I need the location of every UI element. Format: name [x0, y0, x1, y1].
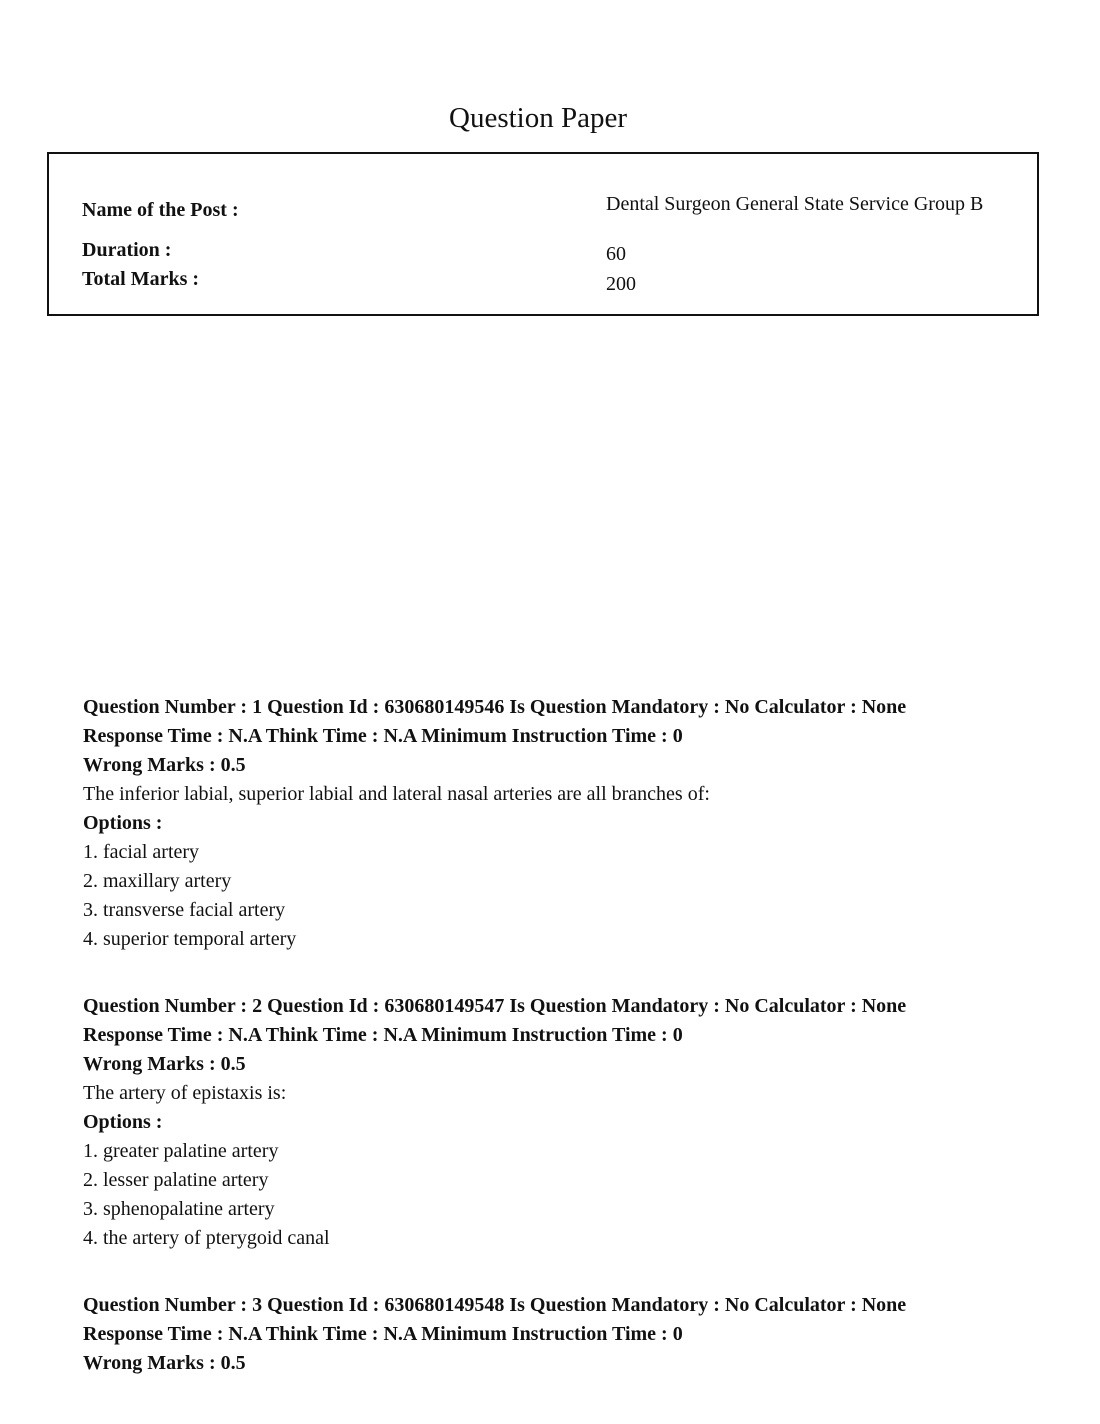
post-info-box: [47, 152, 1039, 316]
question-meta-line: Question Number : 2 Question Id : 630680149547 Is Question Mandatory : No Calculator : None: [83, 995, 907, 1017]
question-meta-line: Question Number : 3 Question Id : 630680149548 Is Question Mandatory : No Calculator : None: [83, 1294, 907, 1316]
wrong-marks: Wrong Marks : 0.5: [83, 754, 246, 776]
question-timing-line: Response Time : N.A Think Time : N.A Minimum Instruction Time : 0: [83, 725, 683, 747]
option-item: 3. sphenopalatine artery: [83, 1198, 275, 1220]
options-label: Options :: [83, 812, 163, 834]
question-text: The artery of epistaxis is:: [83, 1082, 287, 1104]
question-timing-line: Response Time : N.A Think Time : N.A Minimum Instruction Time : 0: [83, 1024, 683, 1046]
option-item: 3. transverse facial artery: [83, 899, 286, 921]
option-item: 1. facial artery: [83, 841, 200, 863]
question-block-1: [83, 693, 1043, 954]
post-name-label: Name of the Post :: [82, 199, 239, 221]
question-timing-line: Response Time : N.A Think Time : N.A Minimum Instruction Time : 0: [83, 1323, 683, 1345]
options-label: Options :: [83, 1111, 163, 1133]
question-text: The inferior labial, superior labial and lateral nasal arteries are all branches of:: [83, 783, 710, 805]
question-block-3: [83, 1291, 1043, 1378]
option-item: 1. greater palatine artery: [83, 1140, 279, 1162]
duration-value: 60: [606, 243, 626, 265]
post-name-value: Dental Surgeon General State Service Group B: [606, 193, 984, 215]
option-item: 4. superior temporal artery: [83, 928, 297, 950]
duration-label: Duration :: [82, 239, 172, 261]
total-marks-label: Total Marks :: [82, 268, 200, 290]
option-item: 2. maxillary artery: [83, 870, 232, 892]
option-item: 4. the artery of pterygoid canal: [83, 1227, 330, 1249]
question-block-2: [83, 992, 1043, 1253]
wrong-marks: Wrong Marks : 0.5: [83, 1352, 246, 1374]
total-marks-value: 200: [606, 273, 636, 295]
question-meta-line: Question Number : 1 Question Id : 630680149546 Is Question Mandatory : No Calculator : None: [83, 696, 907, 718]
option-item: 2. lesser palatine artery: [83, 1169, 269, 1191]
wrong-marks: Wrong Marks : 0.5: [83, 1053, 246, 1075]
page-title: Question Paper: [449, 102, 627, 134]
